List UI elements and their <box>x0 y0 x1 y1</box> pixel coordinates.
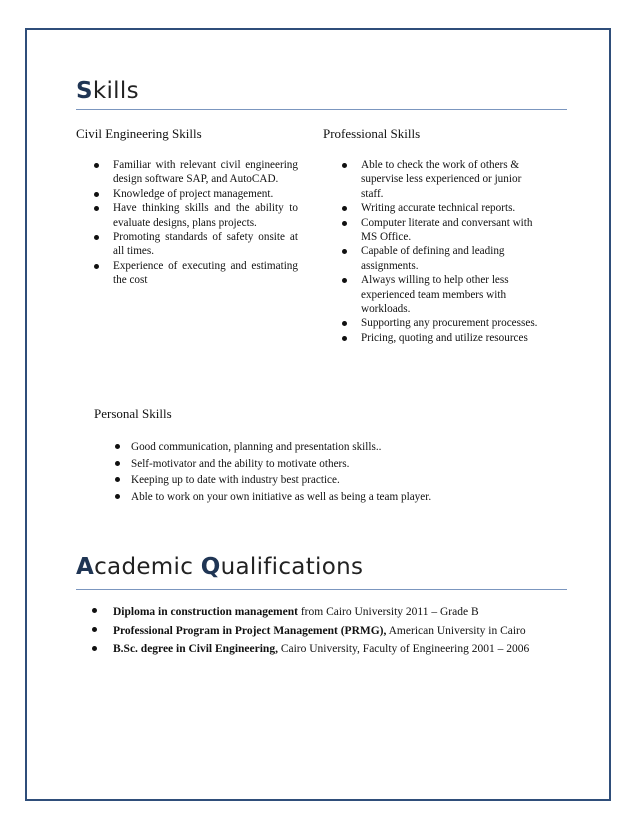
civil-skills-title: Civil Engineering Skills <box>76 126 202 141</box>
list-item: Self-motivator and the ability to motivate others. <box>113 456 513 473</box>
academic-list <box>90 603 565 657</box>
qualification-detail: Cairo University, Faculty of Engineering 2001 – 2006 <box>277 643 530 655</box>
personal-skills-title: Personal Skills <box>94 406 172 421</box>
list-item: Computer literate and conversant with MS Office. <box>340 216 540 245</box>
professional-skills-title: Professional Skills <box>323 126 421 141</box>
qualification-title: B.Sc. degree in Civil Engineering, <box>113 643 278 655</box>
academic-heading: Academic Qualifications <box>76 554 364 580</box>
personal-skills-list <box>113 439 513 505</box>
skills-heading-rule <box>76 109 567 110</box>
list-item: Capable of defining and leading assignments. <box>340 244 540 273</box>
list-item: Writing accurate technical reports. <box>340 201 540 215</box>
list-item: Experience of executing and estimating the cost <box>92 259 298 288</box>
list-item: Able to check the work of others & supervise less experienced or junior staff. <box>340 158 540 201</box>
list-item: Supporting any procurement processes. <box>340 316 540 330</box>
list-item: Promoting standards of safety onsite at all times. <box>92 230 298 259</box>
qualification-detail: American University in Cairo <box>386 625 526 637</box>
list-item: Familiar with relevant civil engineering design software SAP, and AutoCAD. <box>92 158 298 187</box>
list-item: Able to work on your own initiative as well as being a team player. <box>113 489 513 506</box>
list-item: Pricing, quoting and utilize resources <box>340 331 540 345</box>
list-item: Good communication, planning and presentation skills.. <box>113 439 513 456</box>
civil-skills-list <box>92 158 298 288</box>
professional-skills-list <box>340 158 540 345</box>
qualification-title: Professional Program in Project Management (PRMG), <box>113 625 387 637</box>
list-item <box>90 641 565 657</box>
academic-heading-rule <box>76 589 567 590</box>
list-item <box>90 622 565 641</box>
skills-heading: Skills <box>76 78 139 104</box>
list-item: Always willing to help other less experienced team members with workloads. <box>340 273 540 316</box>
qualification-detail: from Cairo University 2011 – Grade B <box>297 606 479 618</box>
qualification-title: Diploma in construction management <box>113 606 298 618</box>
list-item: Have thinking skills and the ability to evaluate designs, plans projects. <box>92 201 298 230</box>
list-item: Knowledge of project management. <box>92 187 298 201</box>
list-item <box>90 603 565 622</box>
list-item: Keeping up to date with industry best practice. <box>113 472 513 489</box>
